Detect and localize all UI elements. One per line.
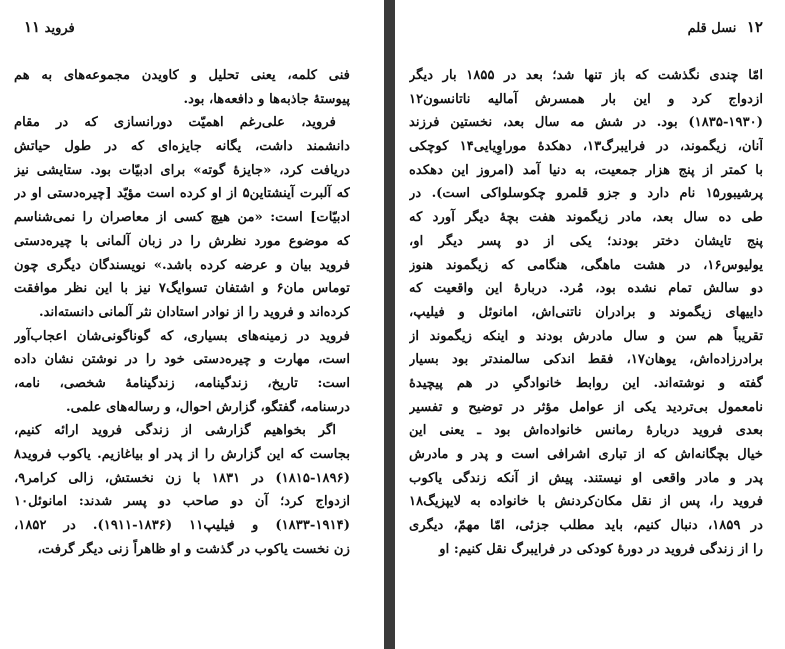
text-line: اگر بخواهیم گزارشی از زندگی فروید ارائه کنیم، [14,423,336,439]
text-line: بجاست که این گزارش را از پدر او بیاغازیم. یاکوب فروید۸ [14,447,350,462]
text-line: که آلبرت آینشتاین۵ از او کرده است مؤیّد [چیره‌دستی او در [14,186,350,202]
text-line: که موضوع مورد نظرش را در زبان آلمانی با چیره‌دستی [14,233,350,249]
text-line: با کمتر از پنج هزار جمعیت، به دنیا آمد (امروز این دهکده [409,162,763,178]
text-line: فنی کلمه، یعنی تحلیل و کاویدن مجموعه‌های به هم [14,68,350,83]
right-page-header [688,18,763,36]
text-line: است، مهارت و چیره‌دستی خود را در نوشتن نشان داده [14,352,350,368]
text-line: فروید، علی‌رغم اهمیّت دورانسازی که در مقام [14,115,336,131]
text-line: کرده‌اند و فروید را از نوادر استادان نثر آلمانی دانسته‌اند. [39,304,350,320]
text-line: را از زندگی فروید در دورهٔ کودکی در فرایبرگ نقل کنیم: او [439,541,763,557]
text-line: درسنامه، گفتگو، گزارش احوال، و رساله‌های علمی. [66,399,350,415]
right-page-body [409,64,763,561]
text-line: امّا چندی نگذشت که باز تنها شد؛ بعد در ۱۸۵۵ بار دیگر [409,68,763,83]
text-line: برادرزاده‌اش، یوهان۱۷، فقط اندکی سالمندتر بود بسیار [409,352,763,368]
left-page-body [14,64,350,561]
running-title: نسل قلم [687,21,737,36]
text-line: دریافت کرد، «جایزهٔ گوته» برای ادبیّات بود. ستایشی نیز [14,162,350,178]
running-title: فروید [44,21,75,36]
text-line: (۱۸۳۳-۱۹۱۴) و فیلیپ۱۱ (۱۸۳۶-۱۹۱۱). در ۱۸۵۲، [14,518,350,534]
text-line: توماس مان۶ و اشتفان تسوایگ۷ نیز با این نظر موافقت [14,281,350,297]
text-line: است: تاریخ، زندگینامه، زندگینامهٔ شخصی، نامه، [14,375,350,391]
text-line: ادبیّات] است: «من هیچ کسی از معاصران را نمی‌شناسم [14,210,350,226]
text-line: تقریباً هم سن و سال مادرش بودند و اینکه زیگموند از [409,328,763,344]
page-number: ۱۱ [24,18,41,36]
text-line: داییهای زیگموند و برادران ناتنی‌اش، امانوئل و فیلیپ، [409,304,763,320]
text-line: بعدی فروید دربارهٔ رمانس خانواده‌اش بود ـ یعنی این [409,423,763,439]
right-page [395,0,785,649]
text-line: در ۱۸۵۹، دنبال کنیم، باید مطلب جزئی، امّا مهمّ، دیگری [409,518,763,534]
text-line: آنان، زیگموند، در فرایبرگ۱۳، دهکدهٔ موراوِیایی۱۴ کوچکی [409,139,763,155]
text-line: دو سالش تمام نشده بود، مُرد. دربارهٔ این واقعیت که [409,281,763,297]
left-page [0,0,384,649]
text-line: فروید در زمینه‌های بسیاری، که گوناگونی‌شان اعجاب‌آور [14,328,350,344]
text-line: گفته و نوشته‌اند. این روابط خانوادگیِ در هم پیچیدهٔ [409,375,763,391]
text-line: زن نخست یاکوب در گذشت و او ظاهراً زنی دیگر گرفت، [37,541,350,557]
text-line: پرشیبور۱۵ نام دارد و جزو قلمرو چکوسلواکی است). در [409,186,763,202]
text-line: طی ده سال بعد، مادر زیگموند هفت بچهٔ دیگر آورد که [409,210,763,226]
text-line: (۱۸۱۵-۱۸۹۶) در ۱۸۳۱ با زن نخستش، زالی کرامر۹، [14,470,350,486]
text-line: ازدواج کرد و این بار همسرش آمالیه ناتانسون۱۲ [409,91,763,107]
text-line: یولیوس۱۶، در هشت ماهگی، هنگامی که زیگموند هنوز [409,257,763,273]
page-number: ۱۲ [746,18,763,36]
text-line: خیال بچگانه‌اش که از تباری اشرافی است و پدر و مادرش [409,447,763,462]
text-line: (۱۸۳۵-۱۹۳۰) بود. در شش مه سال بعد، نخستین فرزند [409,115,763,131]
text-line: فروید را، پس از نقل مکان‌کردنش با خانواده به لایپزیگ۱۸ [409,494,763,510]
text-line: پیوستهٔ جاذبه‌ها و دافعه‌ها، بود. [183,91,350,107]
left-page-header [18,18,75,36]
text-line: پدر و مادر واقعی او نیستند. پیش از آنکه زندگی یاکوب [409,470,763,486]
text-line: نامعمول بی‌تردید یکی از عوامل مؤثر در توضیح و تفسیر [409,399,763,415]
text-line: فروید بیان و عرضه کرده باشد.» نویسندگان دیگری چون [14,257,350,273]
book-gutter [384,0,395,649]
text-line: دانشمند داشت، یگانه جایزه‌ای که در طول حیاتش [14,139,350,155]
text-line: ازدواج کرد؛ آن دو صاحب دو پسر شدند: امانوئل۱۰ [14,494,350,510]
text-line: پنج تایشان دختر بودند؛ یکی از دو پسر دیگر او، [409,233,763,249]
